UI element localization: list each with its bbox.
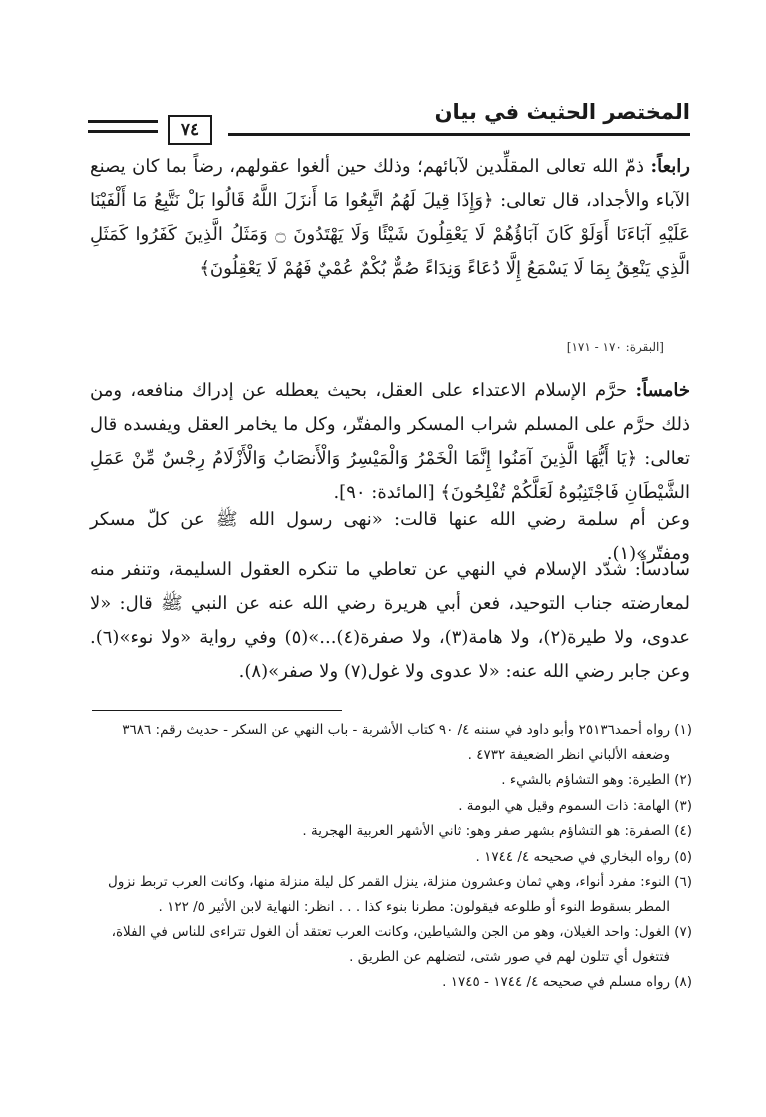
header-rule	[228, 133, 690, 136]
footnote-text: الهامة: ذات السموم وقيل هي البومة .	[458, 797, 670, 814]
footnote-number: (٧)	[674, 924, 692, 940]
paragraph-fifth-lead: خامساً:	[635, 380, 690, 401]
footnote-text: النوء: مفرد أنواء، وهي ثمان وعشرون منزلة، ينزل القمر كل ليلة منزلة منها، وكانت العرب تربط نزول المطر بسقوط النوء أو طلوعه فيقولون: مطرنا بنوء كذا . . . انظر: النهاية لابن الأثير ٥/ ١٢٢ .	[108, 874, 670, 915]
running-title: المختصر الحثيث في بيان	[434, 100, 690, 124]
footnote-item	[88, 970, 692, 995]
paragraph-umm-salama: وعن أم سلمة رضي الله عنها قالت: «نهى رسول الله ﷺ عن كلّ مسكر ومفتّر»(١).	[90, 509, 690, 564]
footnote-number: (٤)	[674, 823, 692, 839]
quran-source-note: [البقرة: ١٧٠ - ١٧١]	[566, 340, 664, 354]
footnote-item	[88, 768, 692, 793]
footnote-item	[88, 794, 692, 819]
footnote-text: رواه أحمد٢٥١٣٦ وأبو داود في سننه ٤/ ٩٠ كتاب الأشربة - باب النهي عن السكر - حديث رقم: ٣٦٨٦ وضعفه الألباني انظر الضعيفة ٤٧٣٢ .	[122, 722, 670, 763]
footnote-number: (٦)	[674, 874, 692, 890]
page-number-box	[168, 115, 212, 145]
footnote-item	[88, 819, 692, 844]
page-header	[78, 100, 690, 140]
paragraph-fourth-lead: رابعاً:	[650, 156, 690, 177]
footnote-text: الغول: واحد الغيلان، وهو من الجن والشياطين، وكانت العرب تعتقد أن الغول تتراءى للناس في الفلاة، فتتغول أي تتلون لهم في صور شتى، لتضلهم عن الطريق .	[111, 924, 670, 965]
footnote-text: رواه مسلم في صحيحه ٤/ ١٧٤٤ - ١٧٤٥ .	[442, 974, 670, 990]
paragraph-fifth-body: حرَّم الإسلام الاعتداء على العقل، بحيث يعطله عن إدراك منافعه، ومن ذلك حرَّم على المسلم شراب المسكر والمفتّر، وكل ما يخامر العقل ويفسده قال تعالى: ﴿يَا أَيُّهَا الَّذِينَ آمَنُوا إِنَّمَا الْخَمْرُ وَالْمَيْسِرُ وَالْأَنصَابُ وَالْأَزْلَامُ رِجْسٌ مِّنْ عَمَلِ الشَّيْطَانِ فَاجْتَنِبُوهُ لَعَلَّكُمْ تُفْلِحُونَ﴾ [المائدة: ٩٠].	[90, 380, 690, 503]
header-double-rule-top	[88, 120, 158, 123]
paragraph-fourth	[90, 150, 690, 286]
footnote-number: (٣)	[674, 797, 692, 814]
footnote-text: رواه البخاري في صحيحه ٤/ ١٧٤٤ .	[475, 848, 670, 865]
paragraph-fifth	[90, 374, 690, 510]
footnote-separator	[92, 710, 342, 711]
paragraph-fourth-body: ذمّ الله تعالى المقلِّدين لآبائهم؛ وذلك حين ألغوا عقولهم، رضاً بما كان يصنع الآباء والأجداد، قال تعالى: ﴿وَإِذَا قِيلَ لَهُمُ اتَّبِعُوا مَا أَنزَلَ اللَّهُ قَالُوا بَلْ نَتَّبِعُ مَا أَلْفَيْنَا عَلَيْهِ آبَاءَنَا أَوَلَوْ كَانَ آبَاؤُهُمْ لَا يَعْقِلُونَ شَيْئًا وَلَا يَهْتَدُونَ ۝ وَمَثَلُ الَّذِينَ كَفَرُوا كَمَثَلِ الَّذِي يَنْعِقُ بِمَا لَا يَسْمَعُ إِلَّا دُعَاءً وَنِدَاءً صُمٌّ بُكْمٌ عُمْيٌ فَهُمْ لَا يَعْقِلُونَ﴾	[90, 156, 690, 279]
footnote-number: (٨)	[674, 974, 692, 990]
header-double-rule-bottom	[88, 130, 158, 133]
footnote-item	[88, 870, 692, 919]
footnote-item	[88, 718, 692, 767]
footnote-number: (١)	[674, 722, 692, 738]
paragraph-sixth: سادساً: شدّد الإسلام في النهي عن تعاطي ما تنكره العقول السليمة، وتنفر منه لمعارضته جناب التوحيد، فعن أبي هريرة رضي الله عنه عن النبي ﷺ قال: «لا عدوى، ولا طيرة(٢)، ولا هامة(٣)، ولا صفرة(٤)...»(٥) وفي رواية «ولا نوء»(٦). وعن جابر رضي الله عنه: «لا عدوى ولا غول(٧) ولا صفر»(٨).	[90, 559, 690, 682]
footnote-item	[88, 845, 692, 870]
footnote-item	[88, 920, 692, 969]
page-number: ٧٤	[180, 120, 200, 140]
footnote-text: الطيرة: وهو التشاؤم بالشيء .	[501, 772, 670, 788]
footnote-text: الصفرة: هو التشاؤم بشهر صفر وهو: ثاني الأشهر العربية الهجرية .	[302, 823, 670, 839]
footnotes	[88, 718, 692, 996]
footnote-number: (٥)	[674, 848, 692, 865]
footnote-number: (٢)	[674, 772, 692, 788]
